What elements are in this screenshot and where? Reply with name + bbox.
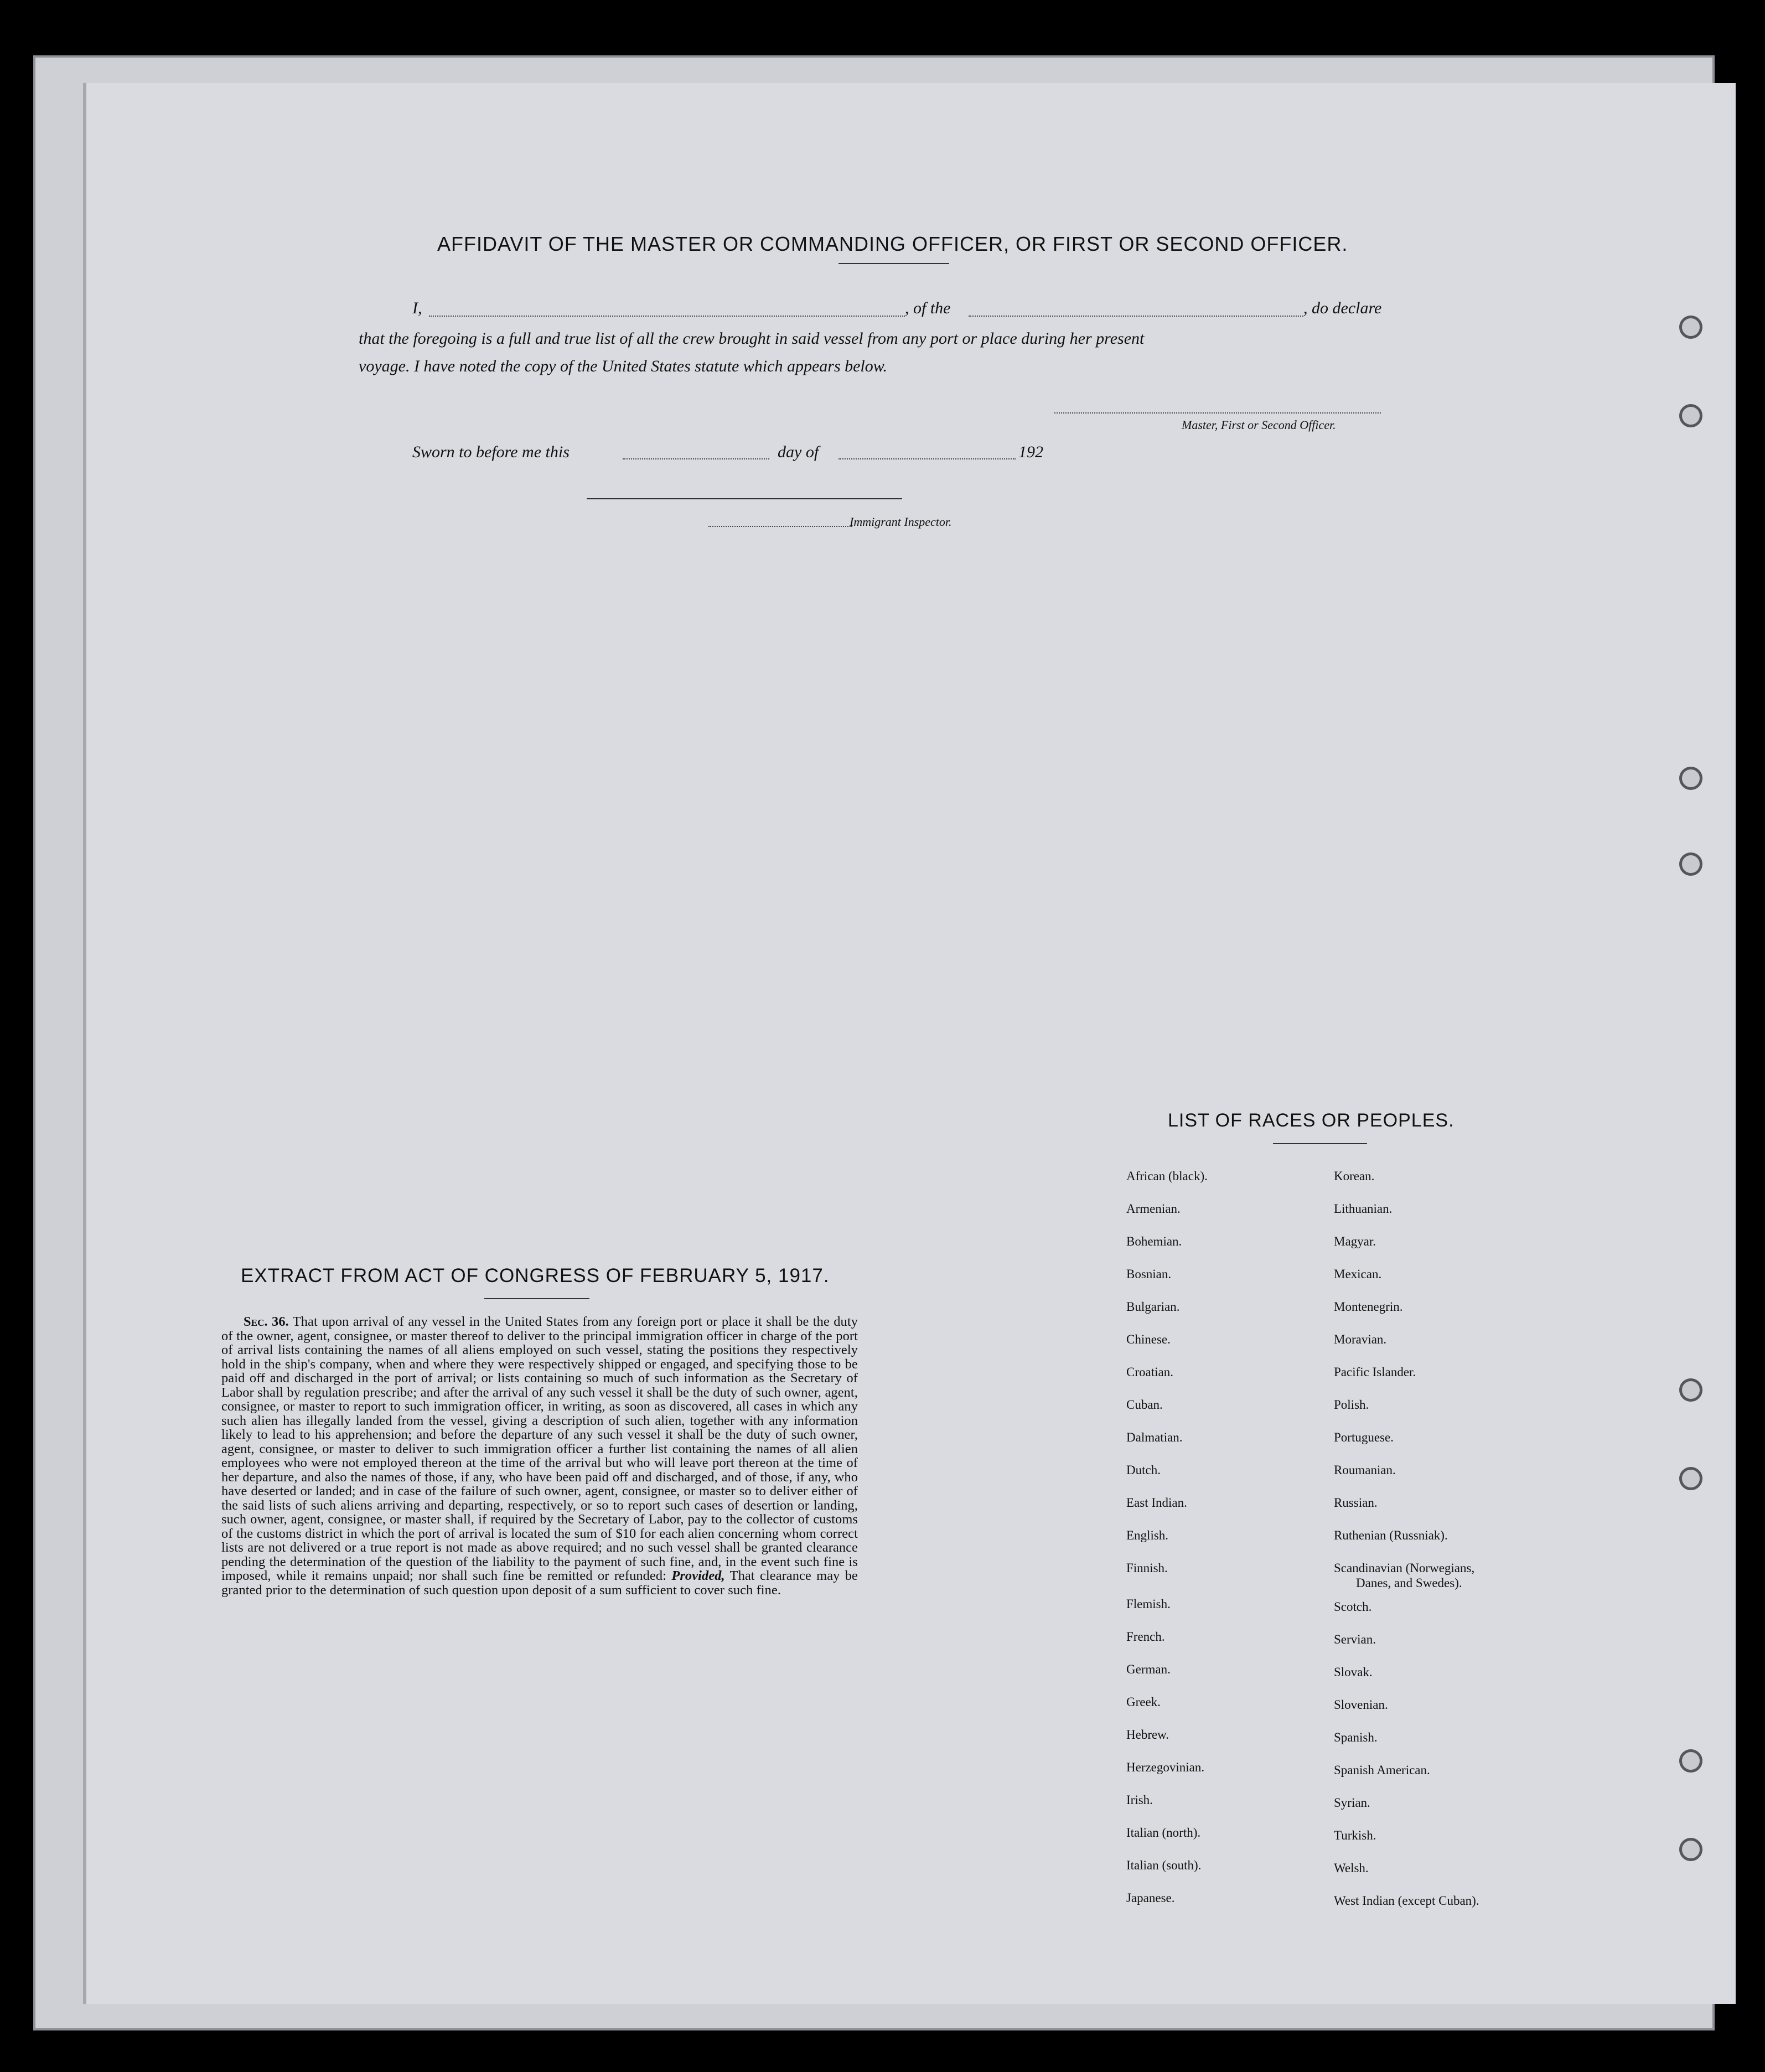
- races-right-column: [1334, 1160, 1479, 1917]
- affidavit-line-3: voyage. I have noted the copy of the United States statute which appears below.: [359, 357, 888, 375]
- of-the-label: , of the: [905, 299, 951, 317]
- race-item: Servian.: [1334, 1632, 1376, 1646]
- title-underline: [838, 263, 949, 264]
- race-item: West Indian (except Cuban).: [1334, 1894, 1479, 1908]
- binder-hole: [1679, 316, 1702, 339]
- race-item: Armenian.: [1126, 1202, 1181, 1216]
- vessel-name-field[interactable]: [969, 316, 1303, 317]
- inspector-rule: [587, 498, 902, 499]
- year-label: 192: [1018, 443, 1043, 461]
- race-item: Danes, and Swedes).: [1356, 1576, 1462, 1590]
- section-label: Sec. 36.: [244, 1314, 289, 1329]
- race-item: Turkish.: [1334, 1828, 1376, 1842]
- sworn-label: Sworn to before me this: [412, 443, 570, 461]
- race-item: African (black).: [1126, 1169, 1208, 1183]
- affiant-label: I,: [412, 299, 422, 317]
- race-item: Cuban.: [1126, 1398, 1163, 1412]
- master-signature-field[interactable]: [1054, 412, 1381, 414]
- race-item: Irish.: [1126, 1793, 1153, 1807]
- race-item: Spanish American.: [1334, 1763, 1430, 1777]
- inspector-caption: Immigrant Inspector.: [850, 515, 952, 529]
- race-item: Italian (north).: [1126, 1826, 1201, 1840]
- race-item: Scandinavian (Norwegians,: [1334, 1561, 1475, 1575]
- race-item: Polish.: [1334, 1398, 1369, 1412]
- race-item: Herzegovinian.: [1126, 1760, 1205, 1774]
- race-item: Flemish.: [1126, 1597, 1171, 1611]
- race-item: German.: [1126, 1662, 1171, 1676]
- race-item: Croatian.: [1126, 1365, 1173, 1379]
- binder-hole: [1679, 404, 1702, 427]
- section-36-text: [221, 1315, 858, 1597]
- race-item: Bulgarian.: [1126, 1300, 1180, 1314]
- binder-hole: [1679, 1749, 1702, 1773]
- race-item: Roumanian.: [1334, 1463, 1396, 1477]
- binder-hole: [1679, 852, 1702, 876]
- race-item: Scotch.: [1334, 1600, 1372, 1614]
- race-item: Dutch.: [1126, 1463, 1161, 1477]
- race-item: Hebrew.: [1126, 1728, 1169, 1742]
- binder-hole: [1679, 1467, 1702, 1490]
- master-signature-caption: Master, First or Second Officer.: [1182, 418, 1336, 432]
- race-item: Montenegrin.: [1334, 1300, 1403, 1314]
- race-item: Chinese.: [1126, 1332, 1171, 1346]
- race-item: Bosnian.: [1126, 1267, 1172, 1281]
- race-item: Italian (south).: [1126, 1858, 1202, 1872]
- binder-hole: [1679, 1378, 1702, 1402]
- race-item: Japanese.: [1126, 1891, 1175, 1905]
- race-item: Korean.: [1334, 1169, 1375, 1183]
- race-item: Magyar.: [1334, 1234, 1376, 1248]
- race-item: Slovenian.: [1334, 1698, 1388, 1712]
- provided-word: Provided,: [671, 1568, 725, 1583]
- race-item: Mexican.: [1334, 1267, 1382, 1281]
- binder-hole: [1679, 1838, 1702, 1861]
- sworn-day-field[interactable]: [623, 458, 769, 459]
- race-item: Bohemian.: [1126, 1234, 1182, 1248]
- day-of-label: day of: [778, 443, 819, 461]
- affiant-name-field[interactable]: [429, 316, 905, 317]
- race-item: Welsh.: [1334, 1861, 1369, 1875]
- affidavit-title: AFFIDAVIT OF THE MASTER OR COMMANDING OFFICER, OR FIRST OR SECOND OFFICER.: [437, 232, 1348, 255]
- race-item: Spanish.: [1334, 1730, 1378, 1744]
- do-declare-label: , do declare: [1303, 299, 1382, 317]
- race-item: Greek.: [1126, 1695, 1161, 1709]
- races-underline: [1273, 1143, 1367, 1144]
- section-body-part1: That upon arrival of any vessel in the United States from any foreign port or place it shall be the duty of the owner, agent, consignee, or master thereof to deliver to the principal immigration officer in charge of the port of arrival lists containing the names of all aliens employed on such vessel, stating the positions they respectively hold in the ship's company, when and where they were respectively shipped or engaged, and specifying those to be paid off and discharged in the port of arrival; or lists containing so much of such information as the Secretary of Labor shall by regulation prescribe; and after the arrival of any such vessel it shall be the duty of such owner, agent, consignee, or master to report to such immigration officer, in writing, as soon as discovered, all cases in which any such alien has illegally landed from the vessel, giving a description of such alien, together with any information likely to lead to his apprehension; and before the departure of any such vessel it shall be the duty of such owner, agent, consignee, or master to deliver to such immigration officer a further list containing the names of all alien employees who were not employed thereon at the time of the arrival but who will leave port thereon at the time of her departure, and also the names of those, if any, who have been paid off and discharged, and of those, if any, who have deserted or landed; and in case of the failure of such owner, agent, consignee, or master so to deliver either of the said lists of such aliens arriving and departing, respectively, or so to report such cases of desertion or landing, such owner, agent, consignee, or master shall, if required by the Secretary of Labor, pay to the collector of customs of the customs district in which the port of arrival is located the sum of $10 for each alien concerning whom correct lists are not delivered or a true report is not made as above required; and no such vessel shall be granted clearance pending the determination of the question of the liability to the payment of such fine, and, in the event such fine is imposed, while it remains unpaid; nor shall such fine be remitted or refunded:: [221, 1314, 858, 1583]
- affidavit-line-2: that the foregoing is a full and true list of all the crew brought in said vessel from any port or place during her present: [359, 329, 1145, 348]
- race-item: Slovak.: [1334, 1665, 1373, 1679]
- race-item: Pacific Islander.: [1334, 1365, 1416, 1379]
- extract-title: EXTRACT FROM ACT OF CONGRESS OF FEBRUARY 5, 1917.: [241, 1265, 830, 1286]
- race-item: Moravian.: [1334, 1332, 1387, 1346]
- race-item: Russian.: [1334, 1496, 1378, 1510]
- race-item: Lithuanian.: [1334, 1202, 1393, 1216]
- race-item: Portuguese.: [1334, 1430, 1394, 1444]
- binder-hole: [1679, 767, 1702, 790]
- race-item: Syrian.: [1334, 1796, 1370, 1810]
- section-body-part2: That clearance may be granted prior to the determination of such question upon deposit of a sum sufficient to cover such fine.: [221, 1568, 858, 1598]
- races-left-column: [1126, 1160, 1208, 1914]
- race-item: Finnish.: [1126, 1561, 1168, 1575]
- race-item: French.: [1126, 1630, 1165, 1644]
- races-title: LIST OF RACES OR PEOPLES.: [1168, 1110, 1455, 1131]
- race-item: East Indian.: [1126, 1496, 1187, 1510]
- race-item: Dalmatian.: [1126, 1430, 1183, 1444]
- inspector-signature-field[interactable]: [708, 526, 852, 527]
- extract-underline: [484, 1298, 589, 1299]
- race-item: Ruthenian (Russniak).: [1334, 1528, 1448, 1542]
- sworn-month-field[interactable]: [838, 458, 1016, 459]
- document-page: [83, 83, 1736, 2004]
- race-item: English.: [1126, 1528, 1169, 1542]
